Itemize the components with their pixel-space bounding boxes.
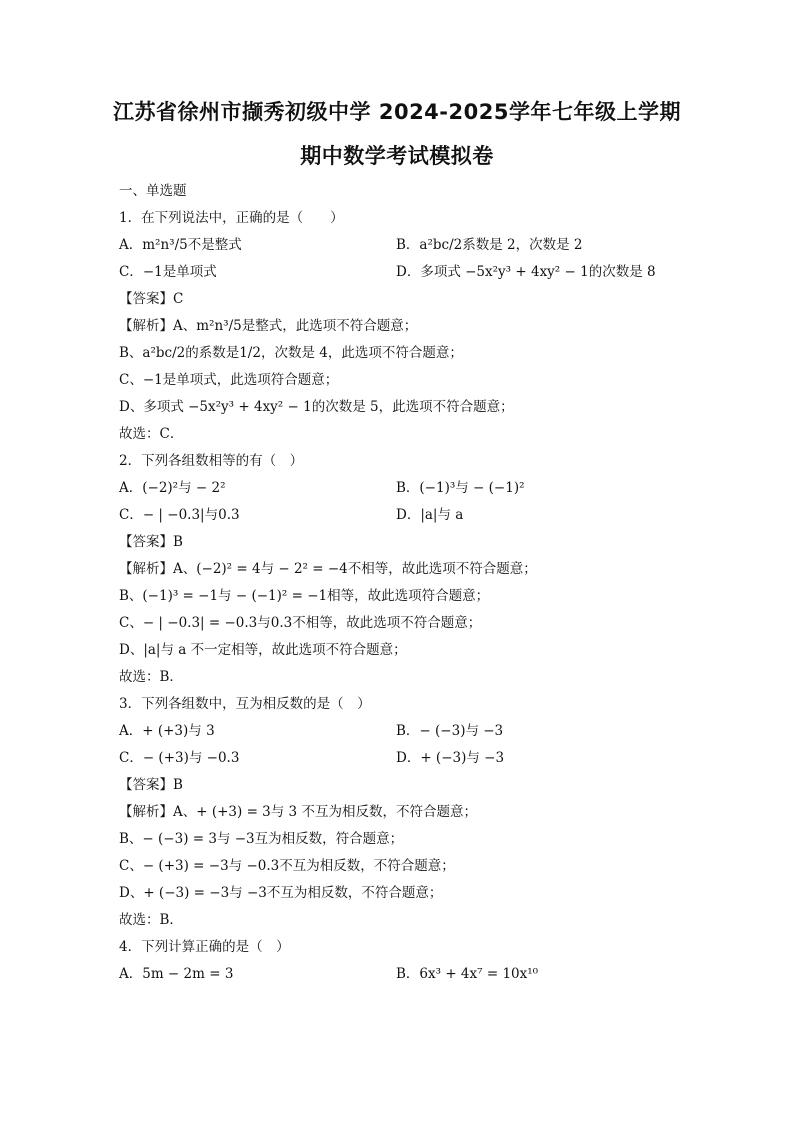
q4-options-ab bbox=[119, 961, 679, 988]
q2-analysis-line: D、|a|与 a 不一定相等，故此选项不符合题意； bbox=[119, 642, 407, 658]
q1-analysis-line: B、a²bc/2的系数是1/2，次数是 4，此选项不符合题意； bbox=[119, 345, 463, 361]
q2-option-b: B．(−1)³与 − (−1)² bbox=[396, 480, 525, 496]
q3-analysis-line: C、− (+3) = −3与 −0.3不互为相反数，不符合题意； bbox=[119, 858, 455, 874]
q1-options-ab bbox=[119, 232, 679, 259]
exam-title-line1: 江苏省徐州市撷秀初级中学 2024-2025学年七年级上学期 bbox=[113, 100, 681, 124]
q1-analysis-line: 【解析】A、m²n³/5是整式，此选项不符合题意； bbox=[119, 318, 418, 334]
q3-option-a: A．+ (+3)与 3 bbox=[119, 723, 215, 739]
section-heading: 一、单选题 bbox=[119, 183, 187, 199]
q4-option-b: B．6x³ + 4x⁷ = 10x¹⁰ bbox=[396, 966, 539, 982]
q2-options-ab bbox=[119, 475, 679, 502]
q2-analysis-line: 【解析】A、(−2)² = 4与 − 2² = −4不相等，故此选项不符合题意； bbox=[119, 561, 537, 577]
q4-stem: 4．下列计算正确的是（ ） bbox=[119, 939, 290, 955]
q2-analysis-line: B、(−1)³ = −1与 − (−1)² = −1相等，故此选项符合题意； bbox=[119, 588, 490, 604]
q1-analysis-line: D、多项式 −5x²y³ + 4xy² − 1的次数是 5，此选项不符合题意； bbox=[119, 399, 514, 415]
q1-option-a: A．m²n³/5不是整式 bbox=[119, 237, 242, 253]
q3-stem: 3．下列各组数中，互为相反数的是（ ） bbox=[119, 696, 371, 712]
q3-option-b: B．− (−3)与 −3 bbox=[396, 723, 504, 739]
q3-options-cd bbox=[119, 745, 679, 772]
q4-option-a: A．5m − 2m = 3 bbox=[119, 966, 234, 982]
q3-analysis-line: D、+ (−3) = −3与 −3不互为相反数，不符合题意； bbox=[119, 885, 443, 901]
q2-conclusion: 故选：B． bbox=[119, 669, 183, 685]
q3-option-d: D．+ (−3)与 −3 bbox=[396, 750, 505, 766]
q3-analysis-line: 【解析】A、+ (+3) = 3与 3 不互为相反数，不符合题意； bbox=[119, 804, 477, 820]
q3-option-c: C．− (+3)与 −0.3 bbox=[119, 750, 240, 766]
q2-option-c: C．− | −0.3|与0.3 bbox=[119, 507, 240, 523]
q2-answer: 【答案】B bbox=[119, 534, 183, 550]
q2-analysis-line: C、− | −0.3| = −0.3与0.3不相等，故此选项不符合题意； bbox=[119, 615, 482, 631]
q1-stem: 1．在下列说法中，正确的是（ ） bbox=[119, 210, 344, 226]
q1-answer: 【答案】C bbox=[119, 291, 184, 307]
q1-option-c: C．−1是单项式 bbox=[119, 264, 217, 280]
exam-title-line2: 期中数学考试模拟卷 bbox=[300, 144, 494, 168]
q3-answer: 【答案】B bbox=[119, 777, 183, 793]
q3-analysis-line: B、− (−3) = 3与 −3互为相反数，符合题意； bbox=[119, 831, 404, 847]
q1-option-d: D．多项式 −5x²y³ + 4xy² − 1的次数是 8 bbox=[396, 264, 656, 280]
q3-conclusion: 故选：B． bbox=[119, 912, 183, 928]
q2-option-a: A．(−2)²与 − 2² bbox=[119, 480, 226, 496]
q2-options-cd bbox=[119, 502, 679, 529]
q3-options-ab bbox=[119, 718, 679, 745]
q1-analysis-line: C、−1是单项式，此选项符合题意； bbox=[119, 372, 339, 388]
q2-stem: 2．下列各组数相等的有（ ） bbox=[119, 453, 304, 469]
q1-options-cd bbox=[119, 259, 679, 286]
q1-option-b: B．a²bc/2系数是 2，次数是 2 bbox=[396, 237, 583, 253]
q2-option-d: D．|a|与 a bbox=[396, 507, 464, 523]
exam-content bbox=[119, 178, 679, 988]
q1-conclusion: 故选：C． bbox=[119, 426, 184, 442]
